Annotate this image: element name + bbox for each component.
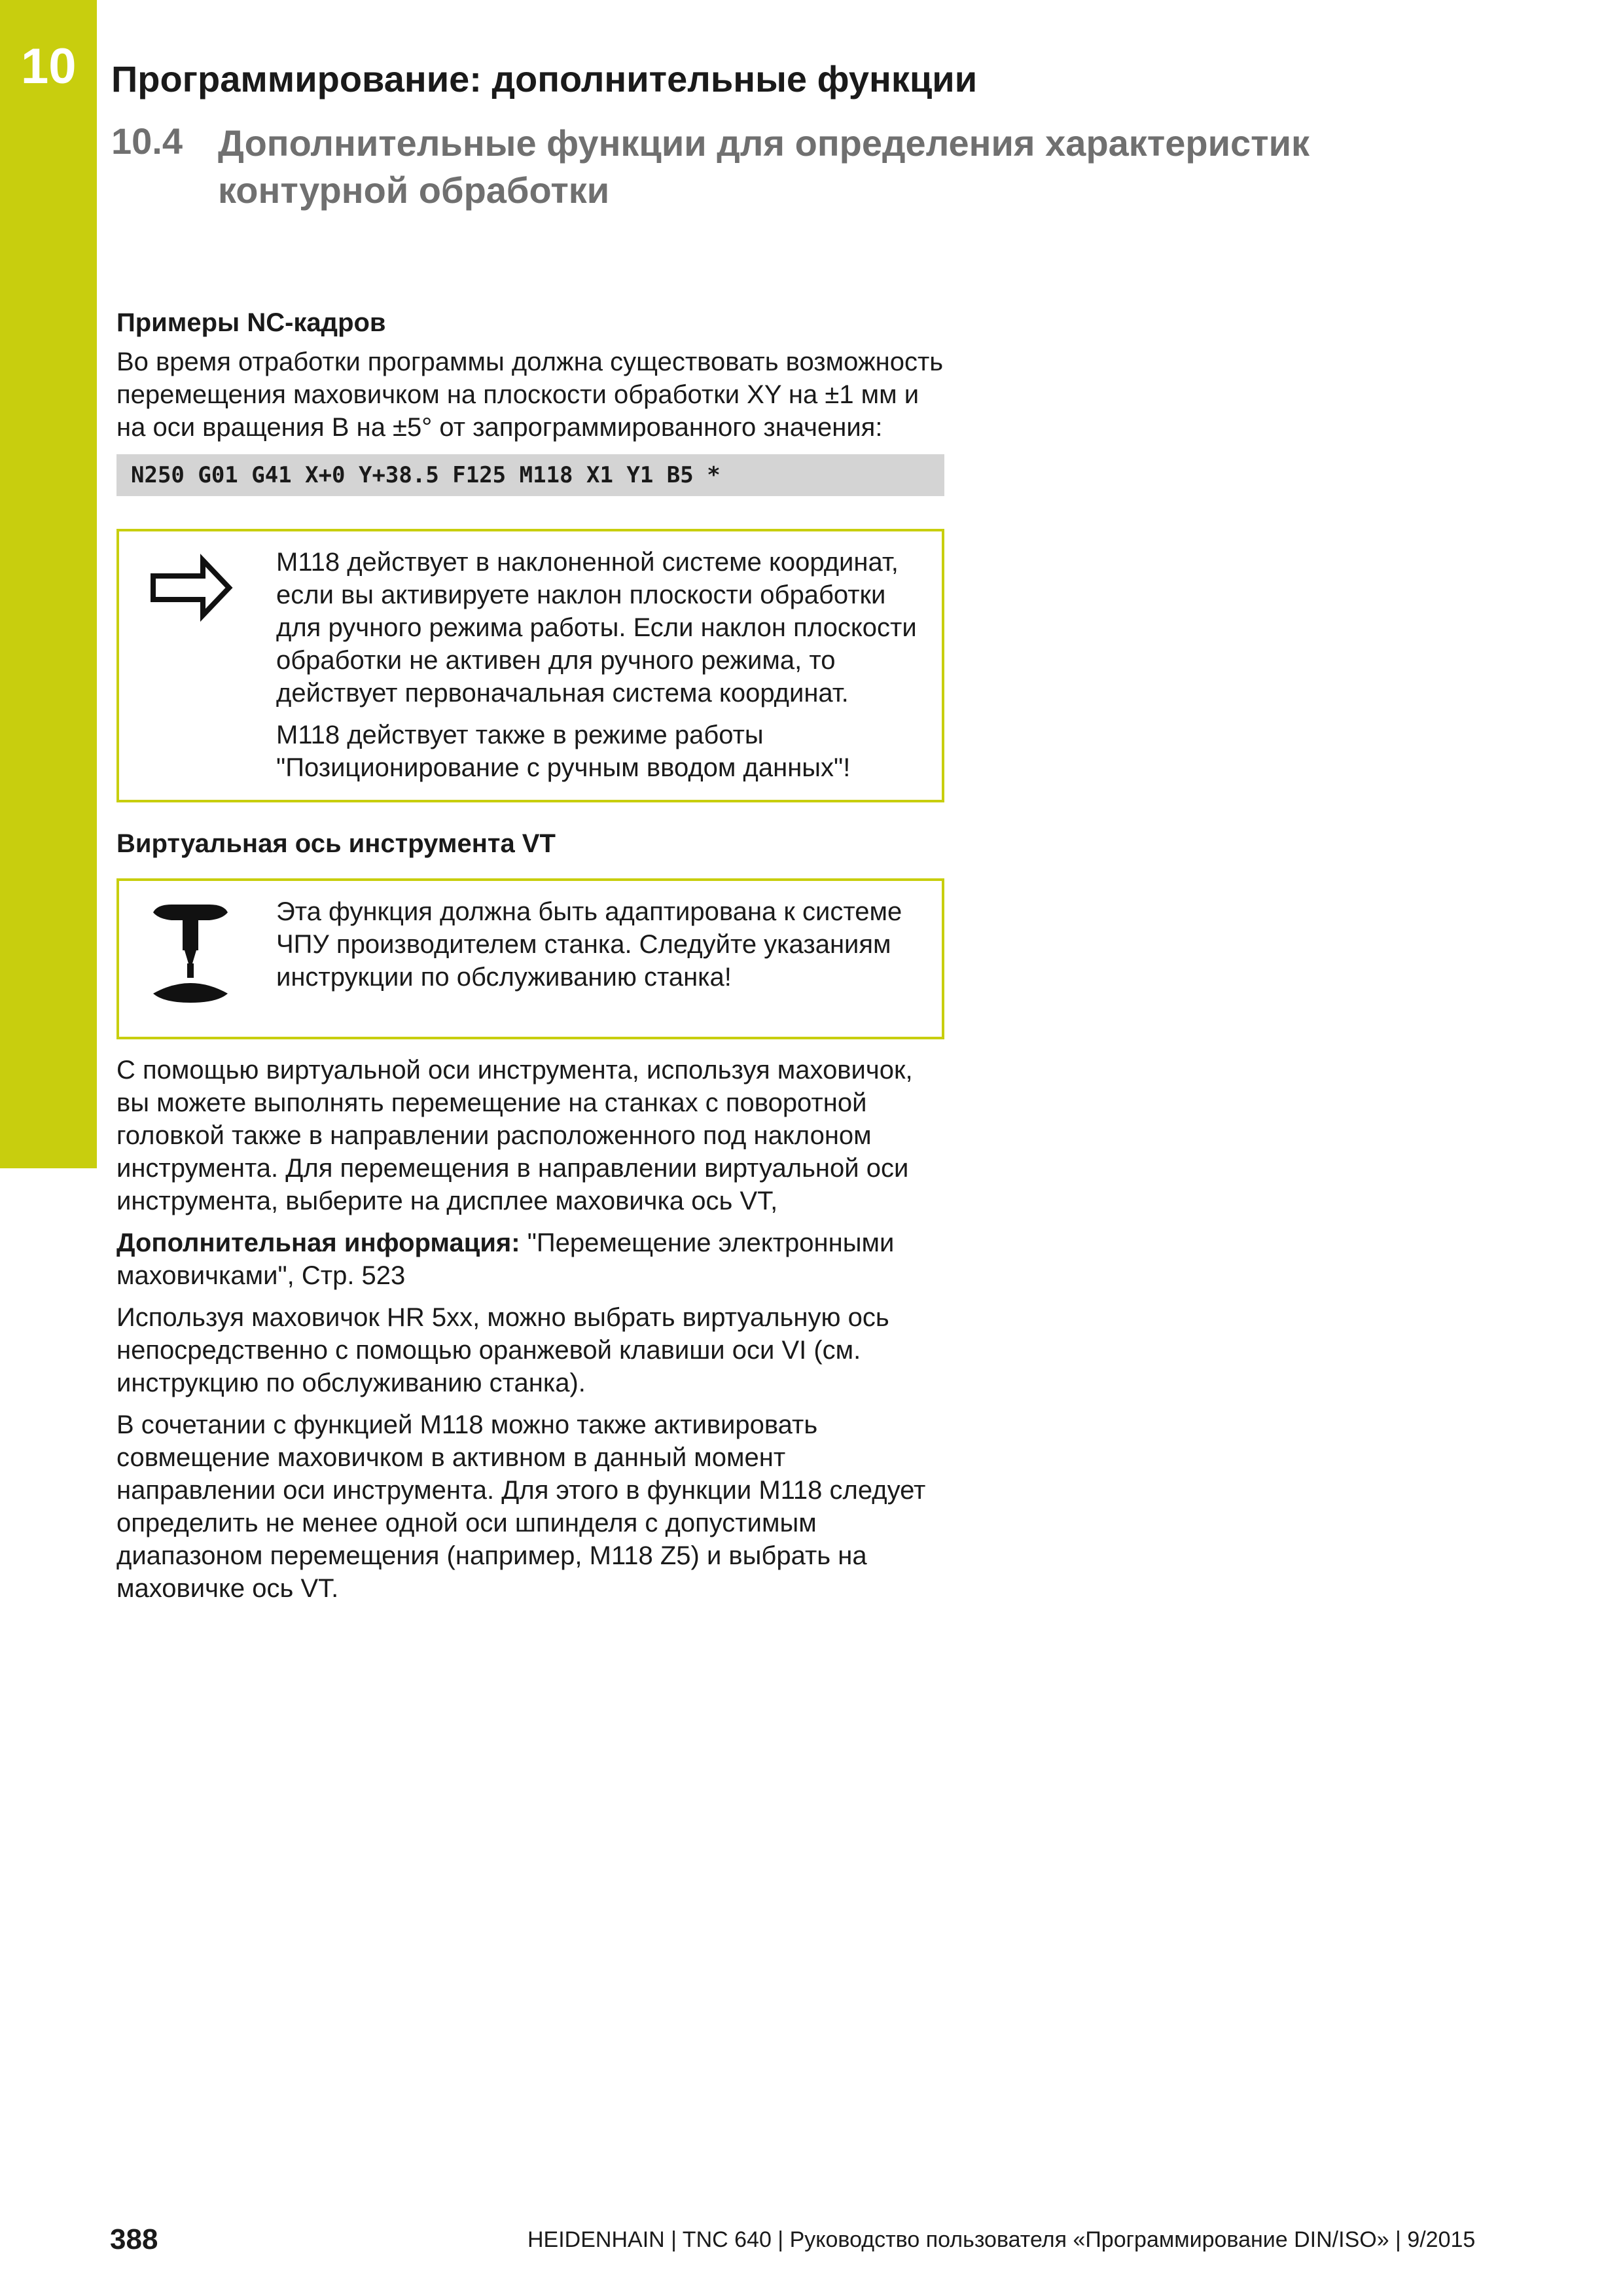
nc-examples-heading: Примеры NC-кадров bbox=[116, 308, 386, 337]
nc-examples-intro: Во время отработки программы должна существовать возможность перемещения маховичком на плоскости обработки XY на ±1 мм и на оси вращения B на ±5° от запрограммированного значения: bbox=[116, 348, 944, 442]
section-number: 10.4 bbox=[111, 120, 183, 162]
note-arrow-text bbox=[276, 531, 942, 800]
main-content bbox=[116, 306, 944, 1614]
chapter-title: Программирование: дополнительные функции bbox=[111, 58, 978, 99]
note-arrow-paragraph: M118 действует в наклоненной системе координат, если вы активируете наклон плоскости обработки для ручного режима работы. Если наклон плоскости обработки не активен для ручного режима, то действует первоначальная система координат. bbox=[276, 548, 917, 708]
note-box-machine bbox=[116, 878, 944, 1039]
note-arrow-paragraph: M118 действует также в режиме работы "Позиционирование с ручным вводом данных"! bbox=[276, 721, 851, 782]
note-machine-paragraph: Эта функция должна быть адаптирована к системе ЧПУ производителем станка. Следуйте указаниям инструкции по обслуживанию станка! bbox=[276, 897, 902, 992]
body-paragraph: С помощью виртуальной оси инструмента, используя маховичок, вы можете выполнять перемещение на станках с поворотной головкой также в направлении расположенного под наклоном инструмента. Для перемещения в направлении виртуальной оси инструмента, выберите на дисплее маховичка ось VT, bbox=[116, 1056, 913, 1215]
body-paragraph: В сочетании с функцией M118 можно также активировать совмещение маховичком в активном в данный момент направлении оси инструмента. Для этого в функции M118 следует определить не менее одной оси шпинделя с допустимым диапазоном перемещения (например, M118 Z5) и выбрать на маховичке ось VT. bbox=[116, 1410, 926, 1603]
machine-tool-icon bbox=[119, 881, 276, 1037]
note-machine-text bbox=[276, 881, 942, 1037]
virtual-axis-heading: Виртуальная ось инструмента VT bbox=[116, 829, 556, 858]
footer-text: HEIDENHAIN | TNC 640 | Руководство пользователя «Программирование DIN/ISO» | 9/2015 bbox=[527, 2227, 1476, 2252]
more-info-label: Дополнительная информация: bbox=[116, 1229, 520, 1257]
arrow-right-icon bbox=[119, 531, 276, 800]
nc-code-block: N250 G01 G41 X+0 Y+38.5 F125 M118 X1 Y1 B5 * bbox=[116, 454, 944, 496]
chapter-side-bar bbox=[0, 0, 97, 1168]
body-paragraph-more-info bbox=[116, 1227, 944, 1292]
section-title: Дополнительные функции для определения характеристик контурной обработки bbox=[218, 122, 1310, 211]
page-number: 388 bbox=[110, 2223, 158, 2255]
more-info-link[interactable]: "Перемещение электронными маховичками", Стр. 523 bbox=[116, 1229, 895, 1290]
body-paragraph: Используя маховичок HR 5xx, можно выбрать виртуальную ось непосредственно с помощью оранжевой клавиши оси VI (см. инструкцию по обслуживанию станка). bbox=[116, 1303, 889, 1397]
note-box-arrow bbox=[116, 529, 944, 802]
chapter-number: 10 bbox=[21, 39, 77, 94]
